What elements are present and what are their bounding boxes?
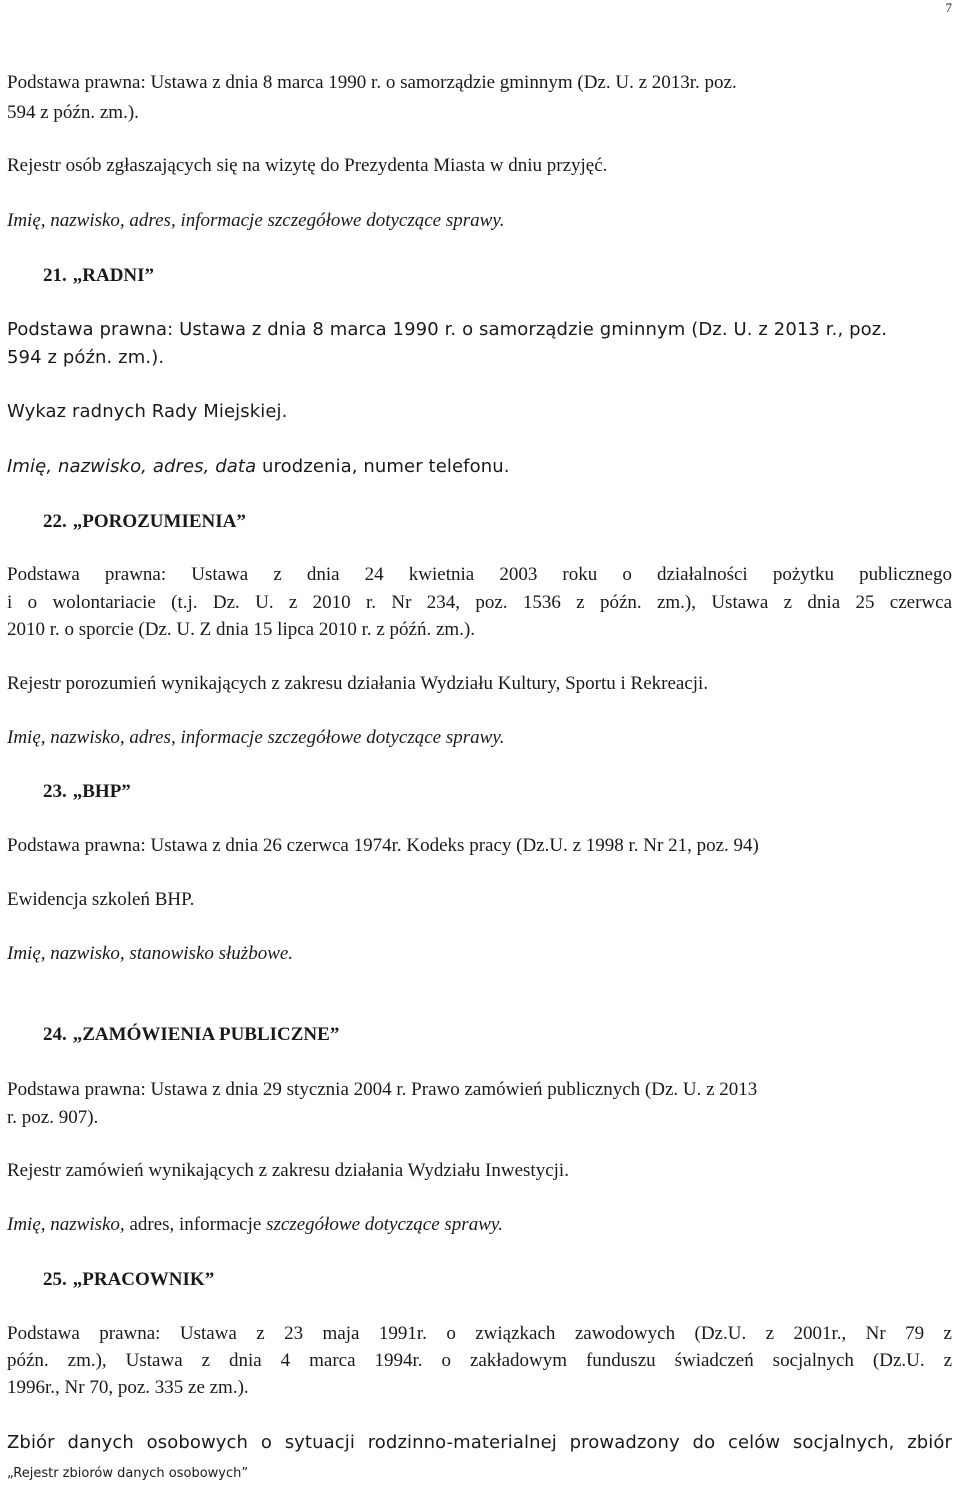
section-heading-22	[43, 508, 246, 535]
legal-basis-line: Podstawa prawna: Ustawa z dnia 8 marca 1990 r. o samorządzie gminnym (Dz. U. z 2013 r., poz.	[7, 319, 888, 340]
page-number: 7	[945, 0, 952, 15]
data-scope: Imię, nazwisko, adres, informacje szczegółowe dotyczące sprawy.	[7, 727, 505, 748]
section-number: 21.	[43, 265, 67, 286]
section-number: 24.	[43, 1024, 67, 1045]
legal-basis-line: Podstawa prawna: Ustawa z dnia 8 marca 1990 r. o samorządzie gminnym (Dz. U. z 2013r. poz.	[7, 72, 737, 93]
legal-basis-line: 2010 r. o sporcie (Dz. U. Z dnia 15 lipca 2010 r. z późń. zm.).	[7, 619, 476, 640]
register-name: Wykaz radnych Rady Miejskiej.	[7, 401, 288, 422]
legal-basis-line: Podstawa prawna: Ustawa z dnia 29 stycznia 2004 r. Prawo zamówień publicznych (Dz. U. z 2013	[7, 1079, 758, 1100]
data-scope-plain: urodzenia, numer telefonu.	[262, 456, 510, 477]
register-name: Rejestr osób zgłaszających się na wizytę do Prezydenta Miasta w dniu przyjęć.	[7, 155, 608, 176]
legal-basis-line: Podstawa prawna: Ustawa z 23 maja 1991r. o związkach zawodowych (Dz.U. z 2001r., Nr 79 z	[7, 1323, 952, 1344]
register-name: Rejestr porozumień wynikających z zakresu działania Wydziału Kultury, Sportu i Rekreacji.	[7, 673, 709, 694]
legal-basis-line: 594 z późn. zm.).	[7, 347, 165, 368]
data-scope-italic: Imię, nazwisko,	[7, 1214, 130, 1235]
register-name: Ewidencja szkoleń BHP.	[7, 889, 195, 910]
section-title: „RADNI”	[72, 265, 155, 286]
legal-basis-line: r. poz. 907).	[7, 1107, 99, 1128]
data-scope	[7, 1211, 952, 1238]
section-title: „BHP”	[72, 781, 131, 802]
legal-basis-line: 1996r., Nr 70, poz. 335 ze zm.).	[7, 1377, 249, 1398]
section-heading-24	[43, 1021, 339, 1048]
legal-basis-line: Podstawa prawna: Ustawa z dnia 24 kwietnia 2003 roku o działalności pożytku publicznego	[7, 564, 952, 585]
data-scope-italic: szczegółowe dotyczące sprawy.	[266, 1214, 504, 1235]
register-name: Zbiór danych osobowych o sytuacji rodzinno-materialnej prowadzony do celów socjalnych, zbiór	[7, 1432, 952, 1453]
legal-basis-line: 594 z późn. zm.).	[7, 102, 139, 123]
section-number: 25.	[43, 1269, 67, 1290]
section-heading-21	[43, 262, 154, 289]
section-heading-23	[43, 778, 131, 805]
section-heading-25	[43, 1266, 214, 1293]
legal-basis-line: późn. zm.), Ustawa z dnia 4 marca 1994r. o zakładowym funduszu świadczeń socjalnych (Dz.U. z	[7, 1350, 952, 1371]
section-title: „POROZUMIENIA”	[72, 511, 246, 532]
register-name: Rejestr zamówień wynikających z zakresu działania Wydziału Inwestycji.	[7, 1160, 569, 1181]
legal-basis-line: i o wolontariacie (t.j. Dz. U. z 2010 r. Nr 234, poz. 1536 z późn. zm.), Ustawa z dnia 25 czerwca	[7, 592, 952, 613]
data-scope-italic: Imię, nazwisko, adres, data	[7, 456, 263, 477]
page-footer: „Rejestr zbiorów danych osobowych”	[7, 1466, 249, 1481]
data-scope: Imię, nazwisko, adres, informacje szczegółowe dotyczące sprawy.	[7, 210, 505, 231]
section-title: „PRACOWNIK”	[72, 1269, 215, 1290]
legal-basis-line: Podstawa prawna: Ustawa z dnia 26 czerwca 1974r. Kodeks pracy (Dz.U. z 1998 r. Nr 21, poz. 94)	[7, 835, 759, 856]
data-scope-plain: adres, informacje	[129, 1214, 267, 1235]
section-title: „ZAMÓWIENIA PUBLICZNE”	[72, 1024, 340, 1045]
data-scope	[7, 453, 952, 480]
section-number: 23.	[43, 781, 67, 802]
section-number: 22.	[43, 511, 67, 532]
data-scope: Imię, nazwisko, stanowisko służbowe.	[7, 943, 294, 964]
